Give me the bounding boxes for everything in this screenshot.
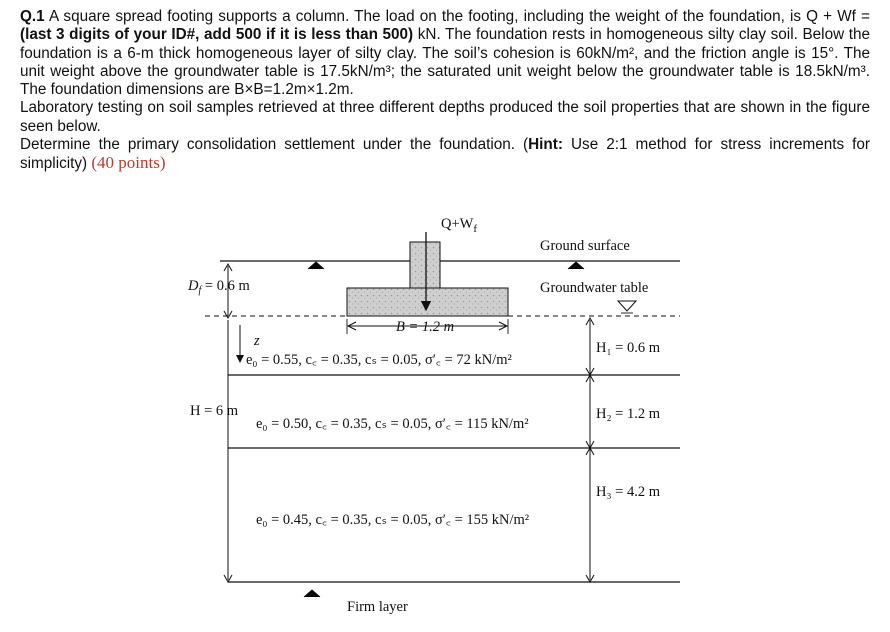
h2-label: H₂ = 1.2 m (596, 406, 660, 422)
layer-3-properties: e₀ = 0.45, c꜀ = 0.35, cₛ = 0.05, σ′꜀ = 155 kN/m² (256, 512, 530, 528)
ground-surface-label: Ground surface (540, 238, 630, 254)
problem-text-1a: A square spread footing supports a column. The load on the footing, including the weight of the foundation, is Q + Wf = (44, 8, 870, 25)
load-instruction: (last 3 digits of your ID#, add 500 if it is less than 500) (20, 26, 414, 44)
water-table-icon (618, 301, 636, 313)
firm-layer-label: Firm layer (347, 599, 408, 615)
question-number: Q.1 (20, 8, 45, 25)
groundwater-table-label: Groundwater table (540, 280, 649, 296)
layer-2-properties: e₀ = 0.50, c꜀ = 0.35, cₛ = 0.05, σ′꜀ = 115 kN/m² (256, 416, 529, 432)
b-label: B = 1.2 m (396, 319, 455, 335)
z-label: z (254, 333, 260, 349)
problem-text-1b: kN. The foundation rests in homogeneous silty clay soil. Below the foundation is a 6-m thick homogeneous layer of silty clay. The soil’s cohesion is 60kN/m², and the friction angle is 15°. The unit weight above the groundwater table is 17.5kN/m³; the saturated unit weight below the groundwater table is 18.5kN/m³. The foundation dimensions are B×B=1.2m×1.2m. (20, 26, 870, 99)
problem-text-3a: Determine the primary consolidation settlement under the foundation. ( (20, 136, 529, 154)
hint-label: Hint: (528, 136, 563, 154)
h-label: H = 6 m (190, 403, 239, 419)
h3-label: H₃ = 4.2 m (596, 484, 660, 500)
column (410, 242, 440, 289)
layer-1-properties: e₀ = 0.55, c꜀ = 0.35, cₛ = 0.05, σ′꜀ = 72 kN/m² (246, 352, 512, 368)
h1-label: H₁ = 0.6 m (596, 340, 660, 356)
problem-paragraph-2: Laboratory testing on soil samples retrieved at three different depths produced the soil properties that are shown in the figure seen below. (20, 99, 870, 135)
footing (347, 288, 508, 316)
hint-text: Use 2:1 method for stress increments for simplicity) (20, 136, 870, 173)
df-label: $D_f = 0.6$ m (188, 278, 250, 296)
load-label: $Q+W_f$ (441, 216, 478, 235)
points-label: (40 points) (91, 153, 166, 173)
